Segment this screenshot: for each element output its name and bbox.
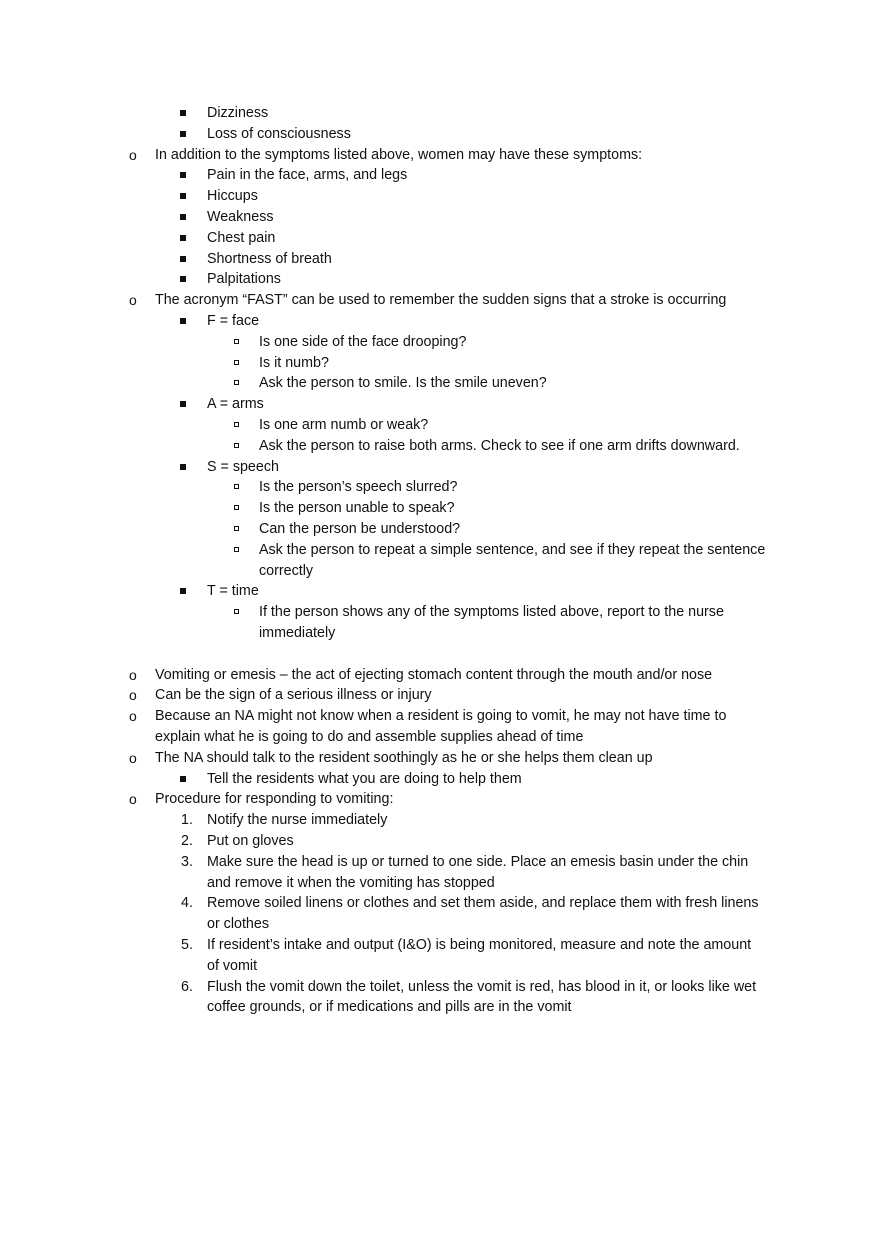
list-item-text: Ask the person to smile. Is the smile uneven? [259, 375, 547, 392]
list-number: 4. [181, 895, 193, 912]
square-bullet-icon [180, 776, 186, 782]
list-item [0, 498, 880, 519]
list-item [0, 727, 880, 748]
list-item [0, 311, 880, 332]
square-bullet-icon [180, 131, 186, 137]
list-item [0, 457, 880, 478]
list-item [0, 831, 880, 852]
square-bullet-icon [180, 214, 186, 220]
square-bullet-icon [180, 401, 186, 407]
hollow-circle-bullet-icon: o [129, 749, 137, 766]
list-item-text: Is one side of the face drooping? [259, 333, 467, 350]
list-item-text: Is the person unable to speak? [259, 500, 455, 517]
hollow-circle-bullet-icon: o [129, 146, 137, 163]
list-item-text: Hiccups [207, 188, 258, 205]
hollow-circle-bullet-icon: o [129, 666, 137, 683]
list-item-text: Flush the vomit down the toilet, unless the vomit is red, has blood in it, or looks like wet [207, 978, 757, 995]
list-item-text: S = speech [207, 458, 279, 475]
list-item [0, 685, 880, 706]
list-number: 6. [181, 978, 193, 995]
list-item-text: or clothes [207, 916, 269, 933]
list-item-text: If resident’s intake and output (I&O) is being monitored, measure and note the amount [207, 937, 752, 953]
list-item [0, 873, 880, 894]
list-item [0, 769, 880, 790]
list-item [0, 353, 880, 374]
hollow-square-bullet-icon [234, 422, 239, 427]
list-item-text: Tell the residents what you are doing to help them [207, 770, 522, 787]
list-item [0, 207, 880, 228]
list-item [0, 997, 880, 1018]
list-item-text: Loss of consciousness [207, 125, 351, 142]
list-item-text: Ask the person to raise both arms. Check to see if one arm drifts downward. [259, 437, 740, 454]
square-bullet-icon [180, 588, 186, 594]
list-item-text: Can the person be understood? [259, 521, 461, 537]
list-item-text: T = time [207, 583, 259, 600]
list-item [0, 415, 880, 436]
list-item [0, 519, 880, 540]
list-item-text: Vomiting or emesis – the act of ejecting stomach content through the mouth and/or nose [155, 666, 713, 683]
list-item [0, 394, 880, 415]
list-item [0, 540, 880, 561]
hollow-circle-bullet-icon: o [129, 292, 137, 309]
list-item-text: Can be the sign of a serious illness or injury [155, 687, 432, 704]
hollow-square-bullet-icon [234, 339, 239, 344]
list-item-text: Is one arm numb or weak? [259, 417, 429, 433]
list-item-text: The acronym “FAST” can be used to remember the sudden signs that a stroke is occurring [155, 292, 727, 309]
hollow-circle-bullet-icon: o [129, 791, 137, 808]
list-item [0, 748, 880, 769]
list-item [0, 249, 880, 270]
list-item-text: Ask the person to repeat a simple sentence, and see if they repeat the sentence [259, 541, 766, 558]
list-item [0, 290, 880, 311]
list-item [0, 602, 880, 623]
list-item-text: Procedure for responding to vomiting: [155, 791, 394, 808]
list-item [0, 623, 880, 644]
list-item-text: Dizziness [207, 105, 269, 121]
list-item-text: Is it numb? [259, 354, 329, 371]
list-item [0, 852, 880, 873]
list-item-text: immediately [259, 625, 336, 641]
list-number: 3. [181, 853, 193, 870]
list-item [0, 581, 880, 602]
list-item-text: If the person shows any of the symptoms listed above, report to the nurse [259, 604, 724, 621]
list-item-text: coffee grounds, or if medications and pills are in the vomit [207, 999, 572, 1016]
list-item [0, 706, 880, 727]
list-item-text: and remove it when the vomiting has stopped [207, 874, 495, 891]
square-bullet-icon [180, 110, 186, 116]
list-item [0, 789, 880, 810]
hollow-square-bullet-icon [234, 380, 239, 385]
list-item [0, 977, 880, 998]
list-item [0, 561, 880, 582]
list-item [0, 186, 880, 207]
list-item [0, 145, 880, 166]
list-item [0, 893, 880, 914]
list-item-text: A = arms [207, 396, 264, 413]
list-item [0, 665, 880, 686]
hollow-circle-bullet-icon: o [129, 708, 137, 725]
list-item-text: Put on gloves [207, 833, 294, 849]
list-item [0, 956, 880, 977]
hollow-circle-bullet-icon: o [129, 687, 137, 704]
list-number: 2. [181, 833, 193, 849]
hollow-square-bullet-icon [234, 484, 239, 489]
list-item-text: of vomit [207, 957, 258, 974]
hollow-square-bullet-icon [234, 360, 239, 365]
list-item [0, 332, 880, 353]
list-item-text: F = face [207, 313, 260, 329]
list-item-text: Pain in the face, arms, and legs [207, 167, 408, 184]
list-item [0, 477, 880, 498]
list-number: 5. [181, 937, 193, 953]
square-bullet-icon [180, 193, 186, 199]
list-item-text: Remove soiled linens or clothes and set them aside, and replace them with fresh linens [207, 895, 759, 912]
list-item [0, 914, 880, 935]
square-bullet-icon [180, 256, 186, 262]
list-item [0, 935, 880, 956]
list-item [0, 103, 880, 124]
list-item [0, 124, 880, 145]
list-item-text: correctly [259, 562, 314, 579]
list-item-text: Shortness of breath [207, 250, 332, 267]
hollow-square-bullet-icon [234, 609, 239, 614]
list-item-text: Palpitations [207, 271, 281, 288]
list-number: 1. [181, 812, 193, 829]
list-item-text: Weakness [207, 209, 274, 225]
list-item-text: In addition to the symptoms listed above, women may have these symptoms: [155, 146, 643, 163]
list-item [0, 436, 880, 457]
list-item-text: Chest pain [207, 229, 276, 246]
square-bullet-icon [180, 318, 186, 324]
blank-line [0, 644, 880, 665]
list-item [0, 373, 880, 394]
list-item-text: explain what he is going to do and assemble supplies ahead of time [155, 729, 584, 745]
list-item-text: Is the person’s speech slurred? [259, 479, 458, 496]
list-item-text: The NA should talk to the resident soothingly as he or she helps them clean up [155, 749, 653, 766]
hollow-square-bullet-icon [234, 505, 239, 510]
hollow-square-bullet-icon [234, 547, 239, 552]
list-item [0, 228, 880, 249]
square-bullet-icon [180, 276, 186, 282]
list-item [0, 269, 880, 290]
list-item-text: Because an NA might not know when a resident is going to vomit, he may not have time to [155, 708, 727, 725]
list-item [0, 165, 880, 186]
hollow-square-bullet-icon [234, 443, 239, 448]
square-bullet-icon [180, 464, 186, 470]
hollow-square-bullet-icon [234, 526, 239, 531]
list-item-text: Notify the nurse immediately [207, 812, 388, 829]
list-item [0, 810, 880, 831]
square-bullet-icon [180, 235, 186, 241]
list-item-text: Make sure the head is up or turned to one side. Place an emesis basin under the chin [207, 853, 749, 870]
square-bullet-icon [180, 172, 186, 178]
